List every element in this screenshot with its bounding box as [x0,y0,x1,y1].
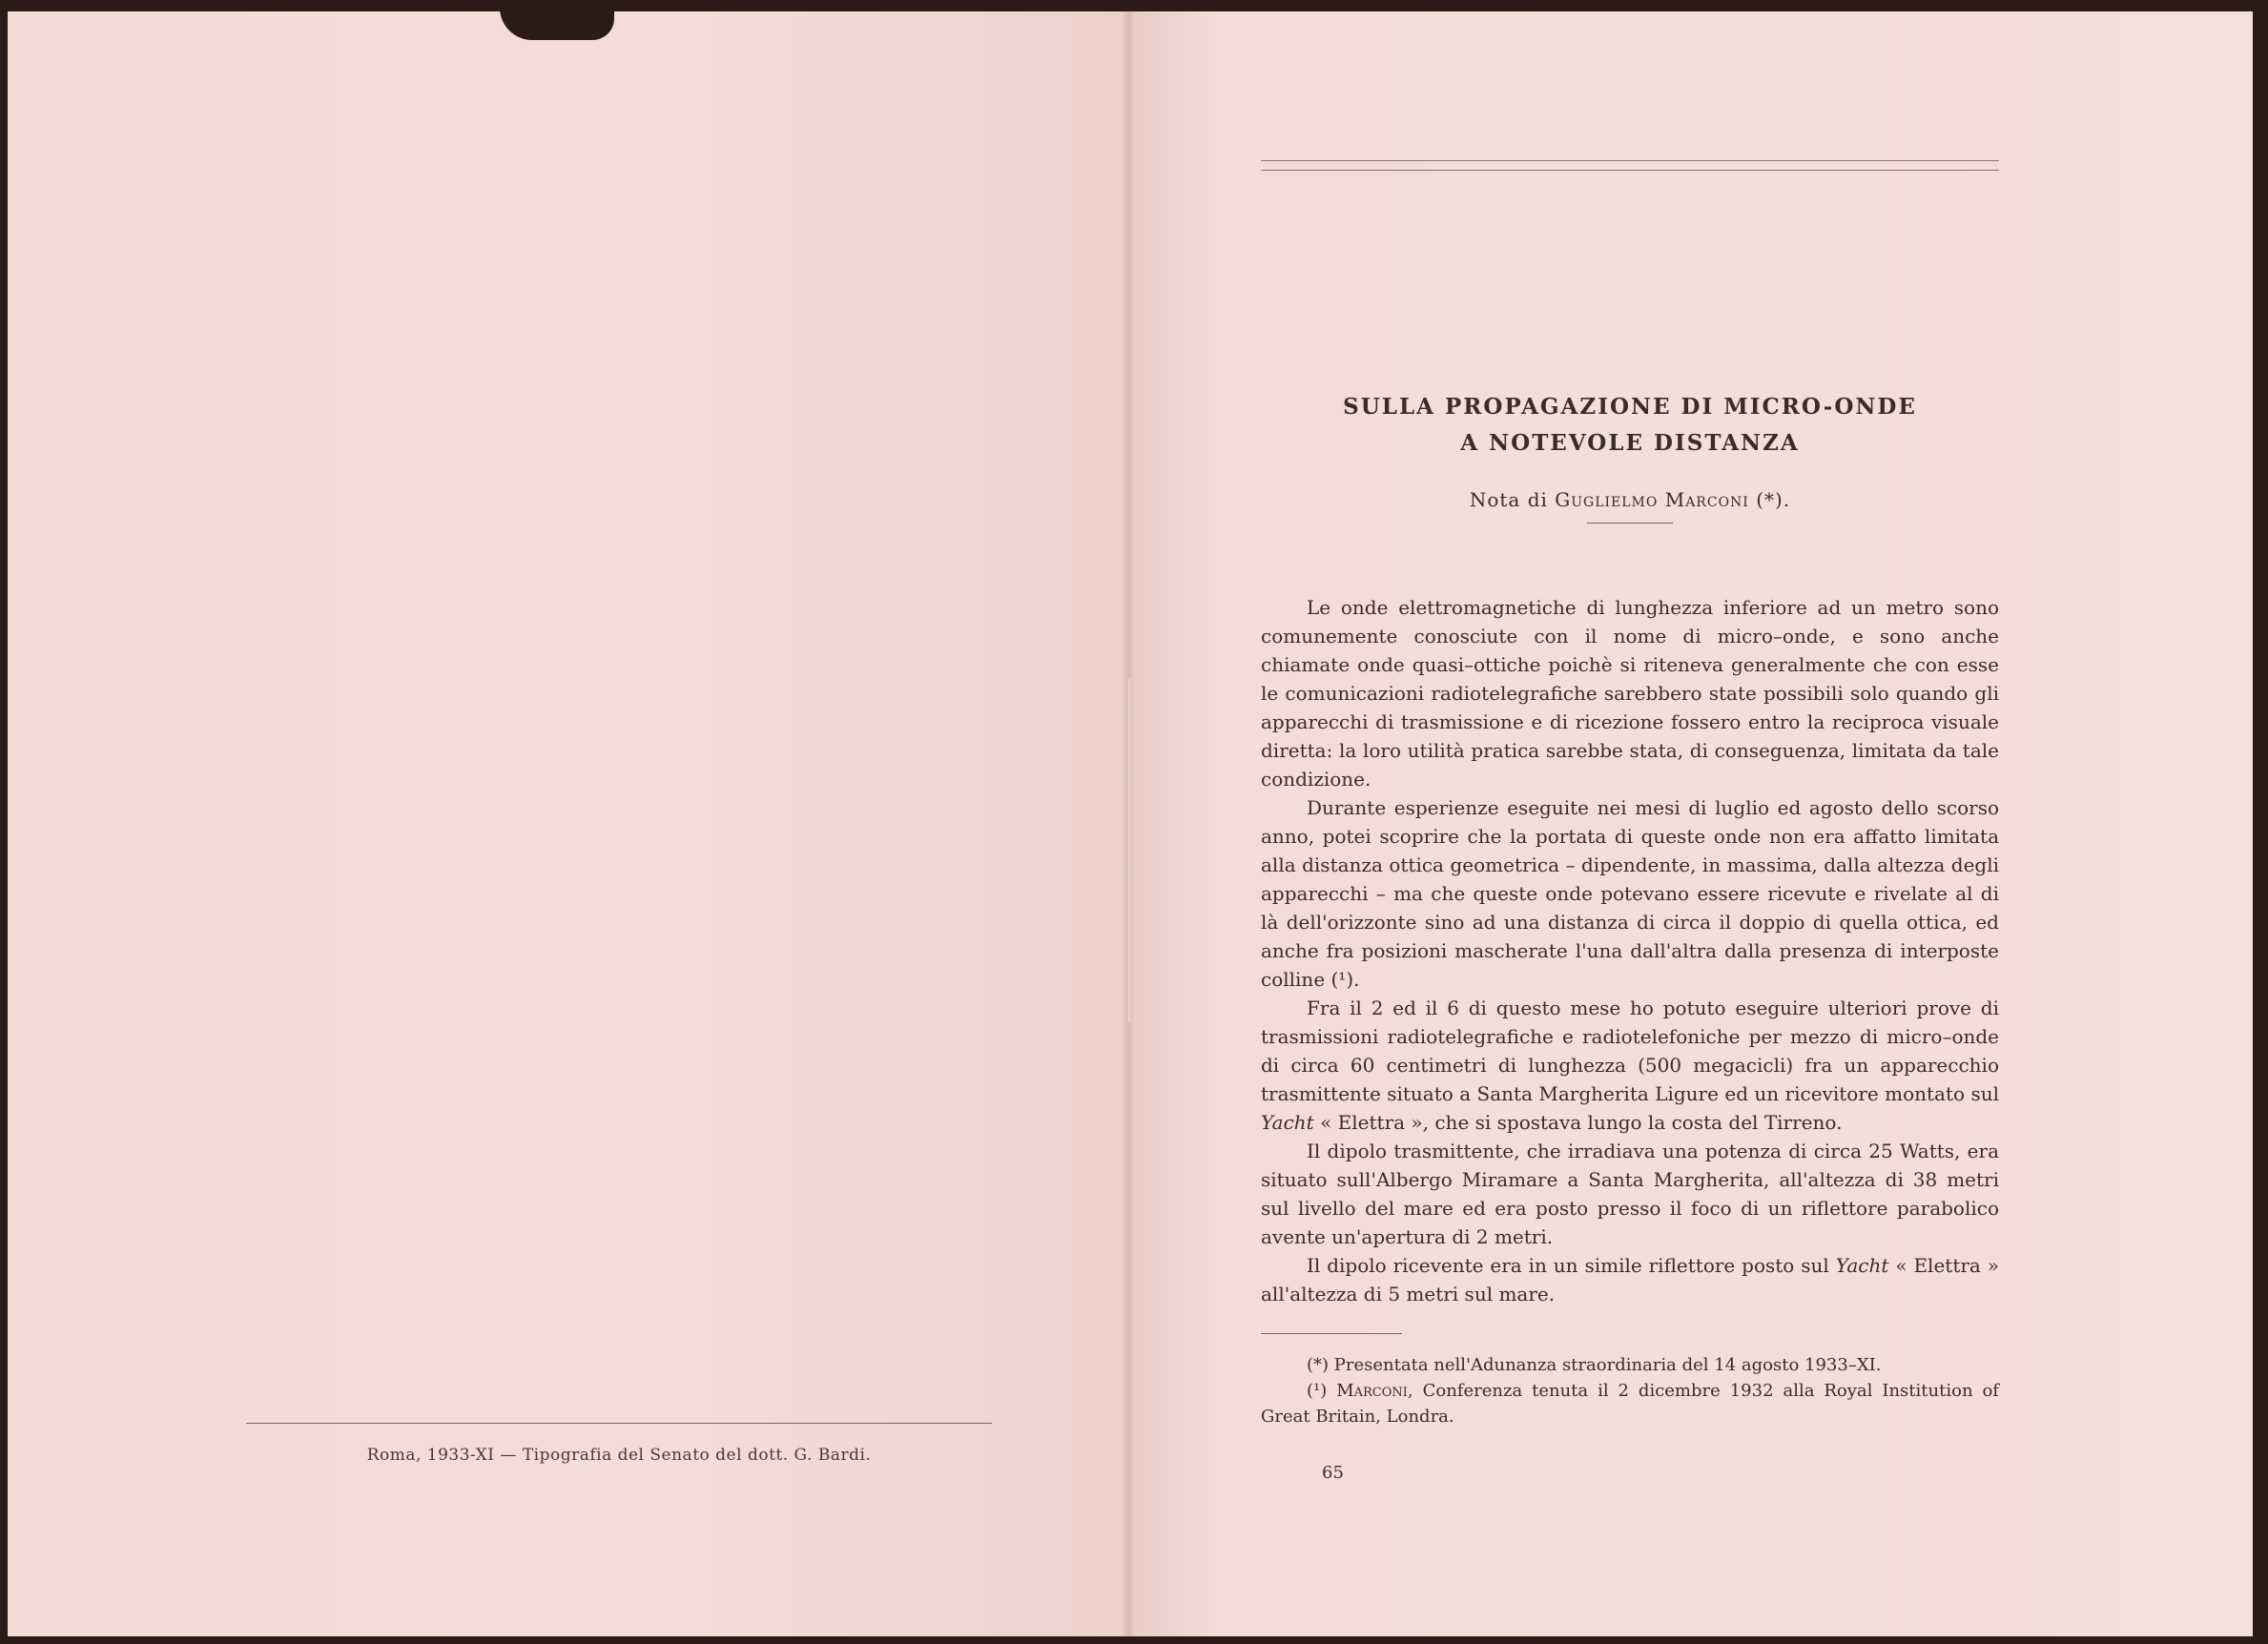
byline-suffix: (*). [1756,488,1791,511]
paragraph-text: Fra il 2 ed il 6 di questo mese ho potuto eseguire ulteriori prove di trasmissioni radiotelegrafiche e radiotelefoniche per mezzo di micro–onde di circa 60 centimetri di lunghezza (500 megacicli) fra un apparecchio trasmittente situato a Santa Margherita Ligure ed un ricevitore montato sul [1261,997,1999,1105]
left-page [8,11,1126,1636]
title-line: A NOTEVOLE DISTANZA [1460,430,1800,456]
yacht-word: Yacht [1835,1254,1889,1277]
header-rule [1261,170,1999,171]
byline [1261,488,1999,511]
page-number: 65 [1322,1463,1344,1483]
footnote-rule [1261,1333,1402,1334]
printer-imprint: Roma, 1933-XI — Tipografia del Senato del dott. G. Bardi. [366,1446,872,1465]
footnote-marker: (¹) [1307,1381,1328,1401]
footnotes [1261,1352,1999,1429]
paragraph [1261,1251,1999,1308]
torn-corner [500,8,614,40]
byline-prefix: Nota di [1469,488,1548,511]
paragraph: Le onde elettromagnetiche di lunghezza inferiore ad un metro sono comunemente conosciute con il nome di micro–onde, e sono anche chiamate onde quasi–ottiche poichè si riteneva generalmente che con esse le comunicazioni radiotelegrafiche sarebbero state possibili solo quando gli apparecchi di trasmissione e di ricezione fossero entro la reciproca visuale diretta: la loro utilità pratica sarebbe stata, di conseguenza, limitata da tale condizione. [1261,596,1999,791]
binding-thread [1127,679,1131,1022]
footnote [1261,1378,1999,1429]
yacht-word: Yacht [1261,1111,1314,1134]
imprint-rule [246,1423,992,1424]
author-name: Guglielmo Marconi [1555,488,1749,511]
paragraph: Durante esperienze eseguite nei mesi di luglio ed agosto dello scorso anno, potei scoprire che la portata di queste onde non era affatto limitata alla distanza ottica geometrica – dipendente, in massima, dalla altezza degli apparecchi – ma che queste onde potevano essere ricevute e rivelate al di là dell'orizzonte sino ad una distanza di circa il doppio di quella ottica, ed anche fra posizioni mascherate l'una dall'altra dalla presenza di interposte colline (¹). [1261,796,1999,991]
separator-rule [1587,523,1673,524]
title-line: SULLA PROPAGAZIONE DI MICRO-ONDE [1343,394,1917,420]
footnote-text: Conferenza tenuta il 2 dicembre 1932 alla Royal Institution of Great Britain, Londra. [1261,1381,1999,1427]
article-body [1261,593,1999,1308]
article-title [1261,389,1999,462]
paragraph-text: « Elettra », che si spostava lungo la costa del Tirreno. [1320,1111,1843,1134]
footnote-author: Marconi, [1336,1381,1413,1401]
header-rule [1261,160,1999,161]
footnote: (*) Presentata nell'Adunanza straordinaria del 14 agosto 1933–XI. [1307,1355,1882,1375]
paragraph: Il dipolo trasmittente, che irradiava una potenza di circa 25 Watts, era situato sull'Albergo Miramare a Santa Margherita, all'altezza di 38 metri sul livello del mare ed era posto presso il foco di un riflettore parabolico avente un'apertura di 2 metri. [1261,1140,1999,1248]
paragraph-text: « Elettra » all'altezza di 5 metri sul mare. [1261,1254,1999,1305]
paragraph [1261,994,1999,1137]
paragraph-text: Il dipolo ricevente era in un simile riflettore posto sul [1307,1254,1829,1277]
